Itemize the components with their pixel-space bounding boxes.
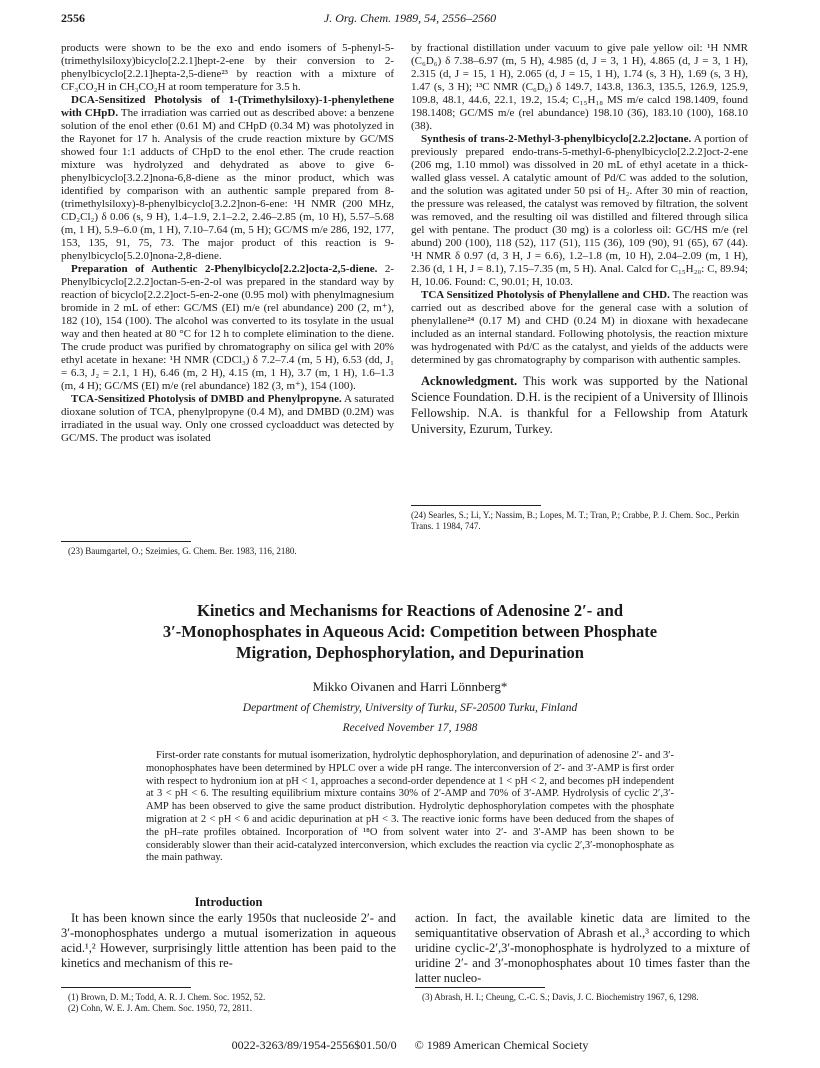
section-heading: DCA-Sensitized Photolysis of 1-(Trimethylsiloxy)-1-phenylethene with CHpD.: [61, 94, 394, 119]
footnote: (2) Cohn, W. E. J. Am. Chem. Soc. 1950, 72, 2811.: [68, 1003, 253, 1013]
prev-article-left-column: [61, 42, 394, 445]
paragraph: action. In fact, the available kinetic data are limited to the semiquantitative observation of Abrash et al.,³ according to which uridine cyclic-2′,3′-monophosphate is hydrolyzed to a mixture of uridine 2′- and 3′-monophosphates about 10 times faster than the latter nucleo-: [415, 911, 750, 985]
page-number: 2556: [61, 11, 85, 25]
section-heading: TCA Sensitized Photolysis of Phenylallene and CHD.: [421, 289, 670, 301]
page-footer: [0, 1038, 820, 1053]
footnote: (1) Brown, D. M.; Todd, A. R. J. Chem. Soc. 1952, 52.: [68, 992, 266, 1002]
footnote: (24) Searles, S.; Li, Y.; Nassim, B.; Lopes, M. T.; Tran, P.; Crabbe, P. J. Chem. Soc., Perkin Trans. 1 1984, 747.: [411, 510, 740, 531]
journal-header: J. Org. Chem. 1989, 54, 2556–2560: [323, 11, 497, 25]
prev-article-right-column: [411, 42, 748, 437]
section-heading: Preparation of Authentic 2-Phenylbicyclo[2.2.2]octa-2,5-diene.: [71, 263, 378, 275]
paragraph: by fractional distillation under vacuum to give pale yellow oil: ¹H NMR (C₆D₆) δ 7.38–6.97 (m, 5 H), 4.985 (d, J = 3, 1 H), 4.865 (d, J = 3, 1 H), 2.315 (d, J = 15, 1 H), 2.065 (d, J = 15, 1 H), 1.74 (s, 3 H), 1.69 (s, 3 H), 1.47 (s, 3 H); ¹³C NMR (C₆D₆) δ 149.7, 143.8, 136.3, 135.5, 126.9, 125.9, 109.8, 48.1, 44.6, 22.1, 19.2, 15.4; C₁₅H₁₈ MS m/e calcd 198.1409, found 198.1408; GC/MS m/e (rel abundance) 198.10 (36), 183.10 (100), 168.10 (38).: [411, 42, 748, 132]
paragraph: Preparation of Authentic 2-Phenylbicyclo[2.2.2]octa-2,5-diene. 2-Phenylbicyclo[2.2.2]octan-5-en-2-ol was prepared in the standard way by reaction of bicyclo[2.2.2]oct-5-en-2-one (0.95 mol) with phenylmagnesium bromide in 2 mL of ether: GC/MS (EI) m/e (rel abundance) 200 (2, m⁺), 182 (10), 154 (100). The alcohol was converted to its tosylate in the usual way and then heated at 80 °C for 12 h to complete elimination to the diene. The crude product was purified by chromatography on silica gel with 20% ethyl acetate in hexane: ¹H NMR (CDCl₃) δ 7.2–7.4 (m, 5 H), 6.53 (dd, J₁ = 6.3, J₂ = 2.1, 1 H), 6.46 (m, 2 H), 4.15 (m, 1 H), 3.7 (m, 1 H), 1.6–1.3 (m, 4 H); GC/MS (EI) m/e (rel abundance) 182 (3, m⁺), 154 (100).: [61, 263, 394, 392]
received-date: Received November 17, 1988: [342, 722, 478, 734]
footnote: (3) Abrash, H. I.; Cheung, C.-C. S.; Davis, J. C. Biochemistry 1967, 6, 1298.: [422, 992, 699, 1002]
paragraph: DCA-Sensitized Photolysis of 1-(Trimethylsiloxy)-1-phenylethene with CHpD. The irradiation was carried out as described above: a benzene solution of the enol ether (0.61 M) and CHpD (0.34 M) was photolyzed in the Rayonet for 17 h. Analysis of the crude reaction mixture by GC/MS showed four 1:1 adducts of CHpD to the enol ether. The crude reaction mixture was hydrolyzed and dehydrated as above to give 6-phenylbicyclo[3.2.2]nona-6,8-diene as the minor product, which was identified by comparison with an authentic sample prepared from 8-(trimethylsiloxy)-8-phenylbicyclo[3.2.2]non-6-ene: ¹H NMR (200 MHz, CD₂Cl₂) δ 0.06 (s, 9 H), 1.4–1.9, 2.1–2.2, 2.46–2.85 (m, 10 H), 5.57–5.68 (m, 1 H), 5.9–6.0 (m, 1 H), 7.10–7.64 (m, 5 H); GC/MS m/e 286, 192, 177, 153, 135, 91, 75, 73. The major product of this reaction is 9-phenylbicyclo[5.2.0]nona-2,8-diene.: [61, 94, 395, 262]
section-heading: Synthesis of trans-2-Methyl-3-phenylbicyclo[2.2.2]octane.: [421, 133, 692, 145]
affiliation: Department of Chemistry, University of Turku, SF-20500 Turku, Finland: [242, 702, 578, 714]
article-code: 0022-3263/89/1954-2556$01.50/0: [231, 1038, 397, 1052]
intro-right-column: [415, 911, 750, 986]
abstract: First-order rate constants for mutual isomerization, hydrolytic dephosphorylation, and depurination of adenosine 2′- and 3′-monophosphates have been determined by HPLC over a wide pH range. The interconversion of 2′- and 3′-AMP is first order with respect to hydronium ion at pH < 1, approaches a second-order dependence at 1 < pH < 2, and becomes pH independent at 3 < pH < 6. The resulting equilibrium mixture contains 30% of 2′-AMP and 70% of 3′-AMP. Hydrolysis of cyclic 2′,3′-AMP has been observed to give the same product distribution. Hydrolytic dephosphorylation competes with the phosphate migration at 2 < pH < 6 and acidic depurination at pH < 3. The reactive ionic forms have been deduced from the shapes of the pH–rate profiles obtained. Incorporation of ¹⁸O from solvent water into 2′- and 3′-AMP has been shown to be considerably slower than their acid-catalyzed interconversion, which excludes the reaction via cyclic 2′,3′-monophosphate as the main pathway.: [146, 750, 674, 864]
footnote-rule: [411, 505, 541, 506]
section-heading: Introduction: [194, 895, 263, 909]
footnote-rule: [61, 987, 191, 988]
copyright: © 1989 American Chemical Society: [414, 1038, 589, 1052]
paragraph: TCA-Sensitized Photolysis of DMBD and Phenylpropyne. A saturated dioxane solution of TCA, phenylpropyne (0.4 M), and DMBD (0.2M) was irradiated in the usual way. Only one crossed cycloadduct was detected by GC/MS. The product was isolated: [61, 393, 395, 444]
paragraph: products were shown to be the exo and endo isomers of 5-phenyl-5-(trimethylsiloxy)bicyclo[2.2.1]hept-2-ene by their conversion to 2-phenylbicyclo[2.2.1]hepta-2,5-diene²³ by reaction with a mixture of CF₃CO₂H in CH₃CO₂H at room temperature for 3.5 h.: [61, 42, 394, 93]
section-heading: TCA-Sensitized Photolysis of DMBD and Phenylpropyne.: [71, 393, 342, 405]
footnote-rule: [415, 987, 545, 988]
intro-left-column: [61, 895, 396, 971]
paragraph: TCA Sensitized Photolysis of Phenylallene and CHD. The reaction was carried out as described above for the general case with a solution of phenylallene²⁴ (0.17 M) and CHD (0.24 M) in dioxane with hexadecane included as an internal standard. Following photolysis, the reaction mixture was hydrogenated with Pd/C as the catalyst, and yields of the adducts were determined by gas chromatography by comparison with authentic samples.: [411, 289, 749, 366]
paragraph: Synthesis of trans-2-Methyl-3-phenylbicyclo[2.2.2]octane. A portion of previously prepared endo-trans-5-methyl-6-phenylbicyclo[2.2.2]oct-2-ene (206 mg, 1.10 mmol) was dissolved in 20 mL of ethyl acetate in a thick-walled glass vessel. A catalytic amount of Pd/C was added to the solution, and the solution was agitated under 50 psi of H₂. After 30 min of reaction, the pressure was released, the catalyst was removed by filtration, the solvent was removed, and the resulting oil was distilled and filtered through silica gel with pentane. The product (30 mg) is a colorless oil: GC/HS m/e (rel abund) 200 (100), 118 (52), 117 (51), 115 (36), 109 (90), 91 (65), 67 (44). ¹H NMR δ 0.97 (d, 3 H, J = 6.6), 1.2–1.8 (m, 10 H), 2.04–2.09 (m, 1 H), 2.36 (d, 1 H, J = 8.1), 7.15–7.35 (m, 5 H). Anal. Calcd for C₁₅H₂₀: C, 89.94; H, 10.06. Found: C, 90.01; H, 10.03.: [411, 133, 748, 288]
authors: Mikko Oivanen and Harri Lönnberg*: [312, 679, 508, 694]
acknowledgment: Acknowledgment. This work was supported by the National Science Foundation. D.H. is the recipient of a University of Illinois Fellowship. N.A. is thankful for a Fellowship from Ataturk University, Ezurum, Turkey.: [411, 374, 748, 436]
paragraph: It has been known since the early 1950s that nucleoside 2′- and 3′-monophosphates undergo a mutual isomerization in aqueous acid.¹,² However, surprisingly little attention has been paid to the kinetics and mechanism of this re-: [61, 911, 396, 970]
footnote: (23) Baumgartel, O.; Szeimies, G. Chem. Ber. 1983, 116, 2180.: [68, 546, 297, 556]
article-title: Kinetics and Mechanisms for Reactions of Adenosine 2′- and 3′-Monophosphates in Aqueous Acid: Competition between Phosphate Migration, Dephosphorylation, and Depurination: [162, 601, 658, 662]
footnote-rule: [61, 541, 191, 542]
